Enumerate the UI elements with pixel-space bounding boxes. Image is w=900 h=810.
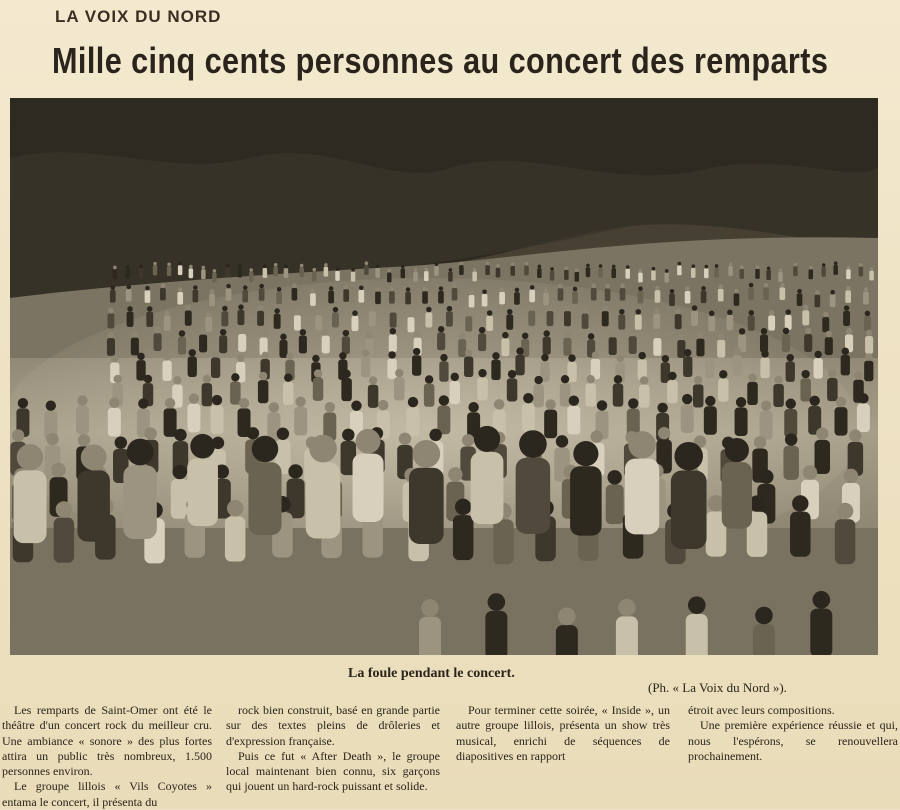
person-silhouette [390, 307, 397, 328]
person-silhouette [528, 305, 535, 326]
person-silhouette [437, 326, 445, 350]
person-silhouette [864, 353, 873, 381]
person-silhouette [199, 328, 207, 352]
person-silhouette [733, 348, 742, 376]
person-silhouette [651, 267, 656, 281]
person-silhouette [664, 269, 669, 283]
person-silhouette [625, 265, 630, 279]
person-silhouette [704, 396, 717, 435]
person-silhouette [755, 265, 760, 278]
person-silhouette [869, 267, 874, 281]
person-silhouette [841, 348, 850, 376]
person-silhouette [263, 264, 268, 278]
article-paragraph: étroit avec leurs compositions. [688, 703, 835, 717]
person-silhouette [279, 334, 287, 358]
person-silhouette [189, 265, 194, 279]
person-silhouette [154, 327, 162, 351]
person-silhouette [491, 352, 500, 380]
person-silhouette [784, 399, 797, 438]
person-silhouette [739, 265, 744, 279]
person-silhouette [448, 268, 453, 282]
person-silhouette [496, 264, 501, 278]
person-silhouette [760, 328, 768, 352]
person-silhouette [667, 372, 678, 404]
person-silhouette [328, 286, 334, 303]
person-silhouette [760, 400, 773, 439]
person-silhouette [438, 286, 444, 303]
person-silhouette [714, 264, 719, 278]
person-silhouette [696, 332, 704, 356]
person-silhouette [201, 266, 206, 280]
article-paragraph: Les remparts de Saint-Omer ont été le théâtre d'un concert rock du meilleur cru. Une ambiance « sonore » des plus fortes attira un public très nombreux, 1.500 personnes environ. [2, 703, 212, 779]
person-silhouette [324, 263, 329, 277]
person-silhouette [123, 439, 156, 539]
person-silhouette [718, 284, 724, 301]
person-silhouette [164, 398, 177, 437]
person-silhouette [734, 289, 740, 306]
article-paragraph: rock bien construit, basé en grande partie sur des textes pleins de drôleries et d'expression française. [226, 703, 440, 748]
person-silhouette [226, 284, 232, 301]
person-silhouette [809, 266, 814, 280]
person-silhouette [13, 444, 46, 543]
person-silhouette [827, 370, 838, 402]
person-silhouette [564, 306, 571, 327]
person-silhouette [486, 310, 493, 331]
person-silhouette [669, 289, 675, 306]
person-silhouette [653, 332, 661, 356]
person-silhouette [635, 309, 642, 330]
person-silhouette [107, 308, 114, 329]
person-silhouette [708, 311, 715, 332]
person-silhouette [864, 311, 871, 332]
person-silhouette [693, 376, 704, 408]
person-silhouette [221, 306, 228, 327]
person-silhouette [332, 307, 339, 328]
person-silhouette [810, 591, 832, 655]
person-silhouette [299, 264, 304, 278]
person-silhouette [482, 289, 488, 306]
person-silhouette [846, 266, 851, 280]
person-silhouette [361, 349, 370, 377]
person-silhouette [522, 393, 535, 432]
person-silhouette [773, 376, 784, 408]
person-silhouette [419, 599, 441, 655]
person-silhouette [136, 353, 145, 381]
person-silhouette [313, 369, 324, 401]
person-silhouette [835, 503, 856, 565]
person-silhouette [408, 312, 415, 333]
person-silhouette [790, 495, 811, 557]
person-silhouette [389, 287, 395, 304]
person-silhouette [638, 269, 643, 283]
person-silhouette [225, 500, 246, 561]
person-silhouette [507, 370, 518, 402]
person-silhouette [611, 265, 616, 279]
person-silhouette [177, 287, 183, 304]
person-silhouette [351, 268, 356, 282]
person-silhouette [212, 269, 217, 283]
person-silhouette [802, 305, 809, 326]
person-silhouette [801, 465, 819, 519]
person-silhouette [259, 284, 265, 301]
person-silhouette [514, 288, 520, 305]
article-paragraph: Pour terminer cette soirée, « Inside », un autre groupe lillois, présenta un show très musical, enrichi de séquences de diapositives en rapport [456, 703, 670, 763]
masthead: LA VOIX DU NORD [55, 7, 222, 26]
person-silhouette [312, 268, 317, 282]
person-silhouette [205, 311, 212, 332]
person-silhouette [661, 355, 670, 383]
person-silhouette [369, 306, 376, 327]
person-silhouette [242, 285, 248, 302]
person-silhouette [691, 264, 696, 278]
person-silhouette [160, 283, 166, 300]
person-silhouette [655, 286, 661, 303]
person-silhouette [146, 306, 153, 327]
person-silhouette [352, 310, 359, 331]
person-silhouette [171, 465, 189, 519]
person-silhouette [558, 284, 564, 301]
person-silhouette [249, 268, 254, 282]
person-silhouette [804, 328, 812, 352]
person-silhouette [471, 426, 504, 524]
person-silhouette [485, 593, 507, 655]
person-silhouette [178, 330, 186, 354]
person-silhouette [375, 287, 381, 304]
person-silhouette [364, 261, 369, 275]
person-silhouette [211, 350, 220, 378]
person-silhouette [283, 373, 294, 405]
person-silhouette [815, 427, 831, 474]
person-silhouette [563, 331, 571, 355]
person-silhouette [401, 265, 406, 279]
person-silhouette [726, 310, 733, 331]
person-silhouette [469, 290, 475, 307]
person-silhouette [54, 501, 75, 563]
person-silhouette [294, 396, 307, 435]
person-silhouette [422, 287, 428, 304]
person-silhouette [602, 306, 609, 327]
person-silhouette [543, 330, 551, 354]
person-silhouette [287, 464, 305, 518]
person-silhouette [830, 290, 836, 307]
person-silhouette [863, 287, 869, 304]
person-silhouette [705, 350, 714, 378]
person-silhouette [572, 287, 578, 304]
person-silhouette [605, 284, 611, 301]
person-silhouette [187, 393, 200, 432]
person-silhouette [677, 334, 685, 358]
person-silhouette [164, 310, 171, 331]
person-silhouette [778, 268, 783, 282]
person-silhouette [225, 264, 230, 277]
person-silhouette [567, 395, 580, 434]
person-silhouette [437, 395, 450, 434]
person-silhouette [499, 287, 505, 304]
person-silhouette [108, 397, 121, 436]
person-silhouette [547, 305, 554, 326]
person-silhouette [412, 348, 421, 376]
person-silhouette [306, 435, 341, 539]
person-silhouette [446, 306, 453, 327]
person-silhouette [814, 290, 820, 307]
person-silhouette [387, 351, 396, 379]
person-silhouette [683, 349, 692, 377]
person-silhouette [501, 332, 509, 356]
person-silhouette [258, 372, 269, 404]
person-silhouette [685, 286, 691, 303]
person-silhouette [625, 431, 659, 534]
person-silhouette [452, 283, 458, 300]
person-silhouette [814, 351, 823, 379]
person-silhouette [273, 263, 278, 277]
person-silhouette [638, 352, 647, 380]
person-silhouette [375, 264, 380, 278]
photo-credit: (Ph. « La Voix du Nord »). [648, 680, 787, 695]
person-silhouette [550, 267, 555, 281]
person-silhouette [821, 263, 826, 277]
article-column-2 [226, 703, 440, 795]
article-column-4 [688, 703, 898, 764]
person-silhouette [478, 327, 486, 351]
person-silhouette [485, 262, 490, 276]
person-silhouette [704, 265, 709, 279]
person-silhouette [560, 375, 571, 407]
person-silhouette [139, 264, 144, 278]
person-silhouette [299, 329, 307, 353]
headline: Mille cinq cents personnes au concert des remparts [52, 40, 829, 81]
person-silhouette [406, 397, 419, 436]
person-silhouette [341, 370, 352, 402]
person-silhouette [556, 608, 578, 655]
person-silhouette [833, 261, 838, 275]
person-silhouette [202, 375, 213, 407]
person-silhouette [409, 440, 444, 544]
person-silhouette [188, 349, 197, 377]
person-silhouette [439, 354, 448, 382]
person-silhouette [671, 442, 707, 549]
person-silhouette [763, 283, 769, 300]
person-silhouette [691, 305, 698, 326]
person-silhouette [284, 264, 289, 278]
person-silhouette [582, 308, 589, 329]
person-silhouette [453, 499, 474, 561]
person-silhouette [675, 308, 682, 329]
person-silhouette [598, 264, 603, 278]
person-silhouette [524, 262, 529, 276]
person-silhouette [424, 375, 435, 407]
person-silhouette [638, 286, 644, 303]
person-silhouette [335, 267, 340, 281]
person-silhouette [717, 333, 725, 357]
person-silhouette [783, 433, 799, 480]
person-silhouette [257, 305, 264, 326]
person-silhouette [510, 262, 515, 276]
person-silhouette [845, 286, 851, 303]
person-silhouette [211, 395, 224, 434]
person-silhouette [564, 266, 569, 280]
person-silhouette [616, 599, 638, 655]
person-silhouette [747, 374, 758, 406]
person-silhouette [465, 311, 472, 332]
person-silhouette [859, 263, 864, 277]
person-silhouette [586, 264, 591, 278]
person-silhouette [537, 265, 542, 279]
person-silhouette [843, 305, 850, 326]
person-silhouette [835, 397, 848, 436]
person-silhouette [387, 269, 392, 283]
person-silhouette [822, 312, 829, 333]
person-silhouette [516, 430, 551, 534]
person-silhouette [686, 596, 708, 655]
person-silhouette [613, 375, 624, 407]
person-silhouette [477, 369, 488, 401]
article-paragraph: Le groupe lillois « Vils Coyotes » entama le concert, il présenta du [2, 779, 212, 809]
person-silhouette [434, 262, 439, 276]
person-silhouette [677, 262, 682, 276]
person-silhouette [113, 266, 118, 280]
person-silhouette [825, 331, 833, 355]
person-silhouette [343, 285, 349, 302]
photo-caption: La foule pendant le concert. [348, 666, 515, 681]
person-silhouette [464, 349, 473, 377]
person-silhouette [760, 350, 769, 378]
person-silhouette [342, 330, 350, 354]
person-silhouette [389, 328, 397, 352]
person-silhouette [639, 376, 650, 408]
person-silhouette [162, 353, 171, 381]
person-silhouette [748, 283, 754, 300]
person-silhouette [609, 331, 617, 355]
person-silhouette [193, 285, 199, 302]
person-silhouette [219, 329, 227, 353]
person-silhouette [701, 286, 707, 303]
person-silhouette [533, 376, 544, 408]
person-silhouette [368, 376, 379, 408]
person-silhouette [274, 308, 281, 329]
person-silhouette [585, 375, 596, 407]
person-silhouette [110, 285, 116, 302]
person-silhouette [185, 305, 192, 326]
person-silhouette [543, 288, 549, 305]
person-silhouette [353, 429, 384, 522]
person-silhouette [681, 394, 694, 433]
person-silhouette [153, 262, 158, 276]
person-silhouette [515, 347, 524, 375]
person-silhouette [209, 289, 215, 306]
person-silhouette [276, 287, 282, 304]
person-silhouette [107, 332, 115, 356]
person-silhouette [450, 373, 461, 405]
person-silhouette [591, 283, 597, 300]
person-silhouette [310, 289, 316, 306]
person-silhouette [748, 310, 755, 331]
person-silhouette [797, 289, 803, 306]
person-silhouette [145, 286, 151, 303]
person-silhouette [78, 444, 110, 541]
person-silhouette [424, 268, 429, 282]
person-silhouette [793, 263, 798, 276]
person-silhouette [857, 393, 870, 432]
person-silhouette [425, 307, 432, 328]
person-silhouette [125, 265, 130, 279]
person-silhouette [785, 309, 792, 330]
person-silhouette [506, 309, 513, 330]
crowd-photo-image [10, 98, 878, 655]
article-paragraph: Puis ce fut « After Death », le groupe local maintenant bien connu, six garçons qui jouent un hard-rock puissant et solide. [226, 748, 440, 794]
person-silhouette [248, 436, 281, 535]
person-silhouette [780, 283, 786, 300]
person-silhouette [753, 607, 775, 655]
person-silhouette [230, 373, 241, 405]
person-silhouette [606, 470, 624, 524]
person-silhouette [570, 441, 602, 536]
person-silhouette [653, 308, 660, 329]
person-silhouette [768, 310, 775, 331]
person-silhouette [260, 331, 268, 355]
person-silhouette [529, 285, 535, 302]
person-silhouette [735, 397, 748, 436]
person-silhouette [865, 330, 873, 354]
person-silhouette [413, 268, 418, 282]
person-silhouette [358, 285, 364, 302]
person-silhouette [127, 306, 134, 327]
person-silhouette [575, 268, 580, 282]
person-silhouette [394, 369, 405, 401]
person-silhouette [544, 399, 557, 438]
person-silhouette [728, 262, 733, 276]
person-silhouette [131, 331, 139, 355]
article-column-3 [456, 703, 670, 764]
person-silhouette [322, 329, 330, 353]
person-silhouette [459, 261, 464, 275]
person-silhouette [786, 354, 795, 382]
person-silhouette [237, 304, 244, 325]
person-silhouette [629, 330, 637, 354]
person-silhouette [238, 264, 243, 278]
person-silhouette [782, 328, 790, 352]
crowd-photo [10, 98, 878, 655]
person-silhouette [591, 351, 600, 379]
person-silhouette [126, 285, 132, 302]
article-paragraph: Une première expérience réussie et qui, nous l'espérons, se renouvellera prochainement. [688, 718, 898, 763]
person-silhouette [187, 434, 218, 526]
person-silhouette [405, 287, 411, 304]
person-silhouette [722, 438, 752, 529]
person-silhouette [292, 283, 298, 300]
person-silhouette [766, 266, 771, 280]
article-column-1 [2, 703, 212, 810]
person-silhouette [294, 310, 301, 331]
person-silhouette [620, 284, 626, 301]
person-silhouette [618, 309, 625, 330]
person-silhouette [167, 262, 172, 276]
person-silhouette [178, 262, 183, 276]
person-silhouette [315, 310, 322, 331]
person-silhouette [76, 395, 89, 434]
person-silhouette [718, 370, 729, 402]
person-silhouette [800, 370, 811, 402]
person-silhouette [238, 328, 246, 352]
person-silhouette [472, 268, 477, 282]
